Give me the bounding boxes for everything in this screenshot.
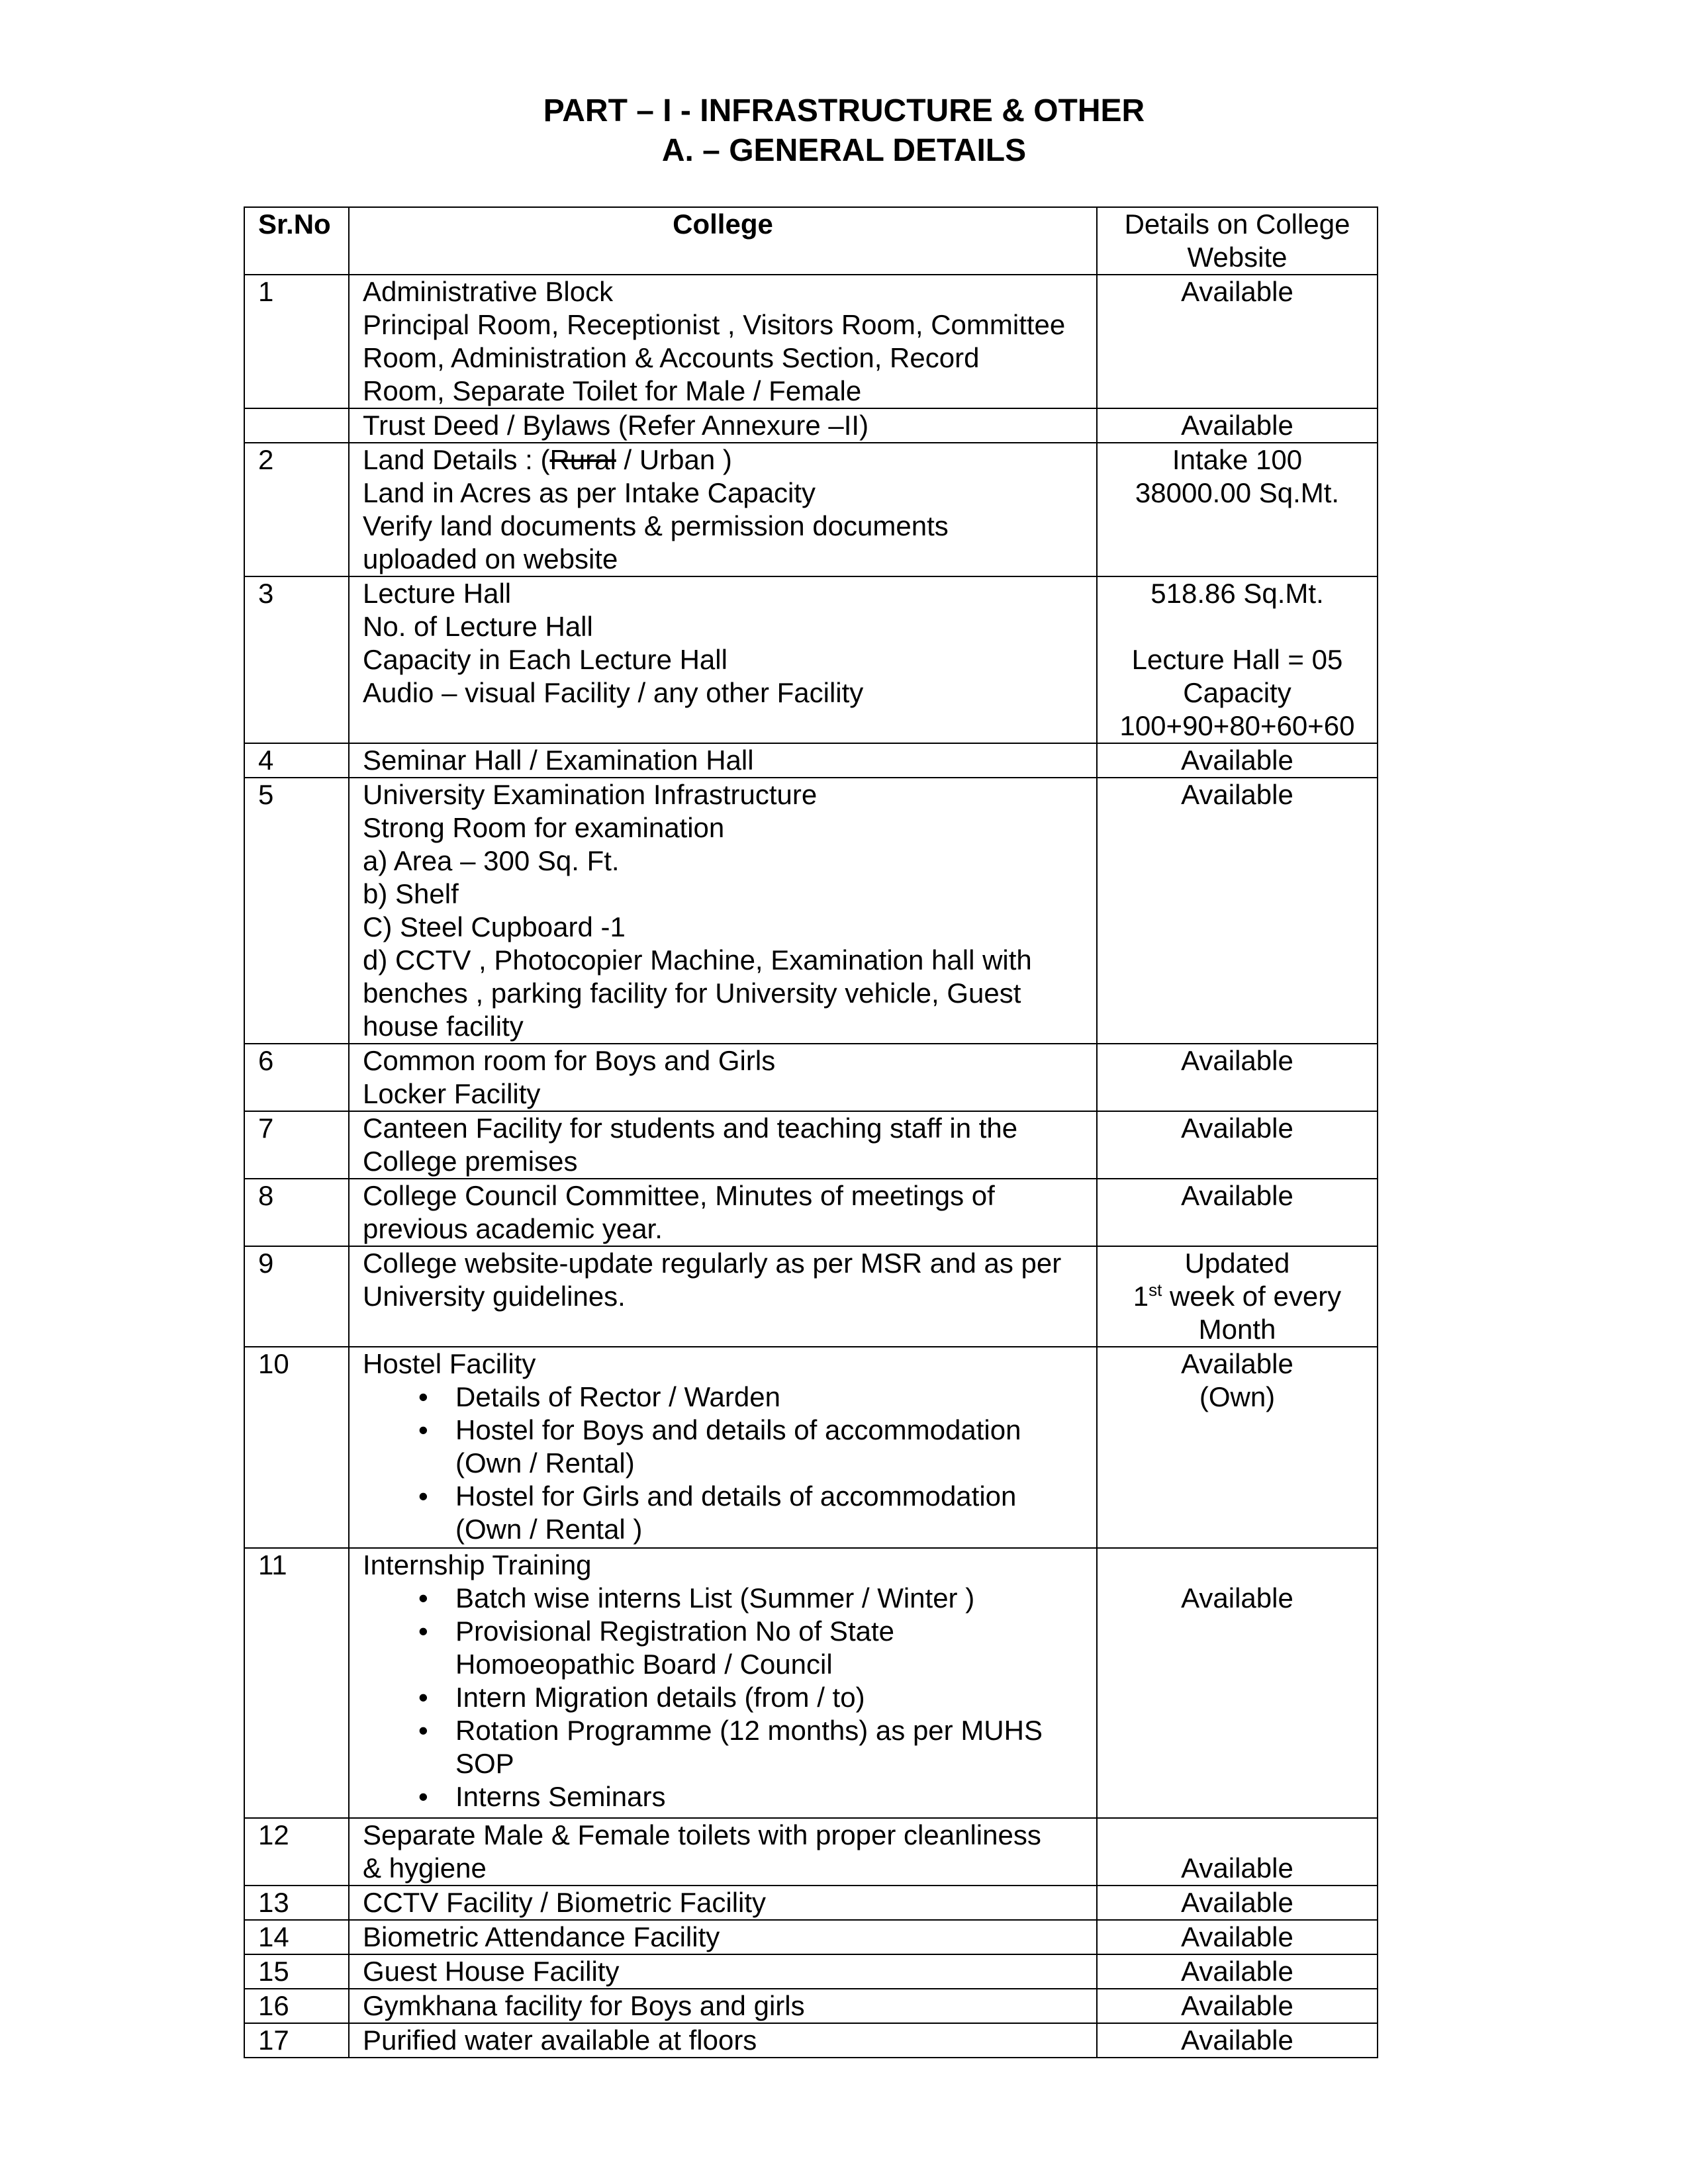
row-detail: Available bbox=[1097, 275, 1378, 408]
row-detail: Available bbox=[1097, 1886, 1378, 1920]
row-detail: Available bbox=[1097, 743, 1378, 778]
document-title: PART – I - INFRASTRUCTURE & OTHER bbox=[543, 93, 1145, 128]
cell-line: Administrative Block bbox=[363, 276, 614, 307]
bullet-line: (Own / Rental) bbox=[455, 1447, 635, 1479]
detail-line: Lecture Hall = 05 bbox=[1131, 644, 1343, 675]
cell-line: Seminar Hall / Examination Hall bbox=[363, 745, 754, 776]
cell-line: Lecture Hall bbox=[363, 578, 512, 609]
row-sr-no: 16 bbox=[244, 1989, 349, 2023]
row-sr-no bbox=[244, 408, 349, 443]
row-college-cell bbox=[349, 778, 1097, 1044]
row-sr-no: 9 bbox=[244, 1246, 349, 1347]
bullet-line: (Own / Rental ) bbox=[455, 1514, 643, 1545]
row-college-cell bbox=[349, 1111, 1097, 1179]
cell-line: Strong Room for examination bbox=[363, 812, 725, 843]
detail-line: Available bbox=[1181, 1582, 1293, 1614]
cell-line: Purified water available at floors bbox=[363, 2025, 757, 2056]
cell-line: Canteen Facility for students and teaching staff in the bbox=[363, 1113, 1018, 1144]
detail-superscript: st bbox=[1149, 1280, 1162, 1300]
list-item bbox=[455, 1381, 1083, 1414]
detail-line: Available bbox=[1181, 1348, 1293, 1379]
table-row bbox=[244, 743, 1378, 778]
bullet-line: • Provisional Registration No of State bbox=[455, 1615, 894, 1647]
row-sr-no: 10 bbox=[244, 1347, 349, 1548]
row-college-cell bbox=[349, 275, 1097, 408]
row-college-cell bbox=[349, 1989, 1097, 2023]
row-sr-no: 3 bbox=[244, 576, 349, 743]
bullet-line: • Hostel for Boys and details of accommodation bbox=[455, 1414, 1021, 1445]
row-detail bbox=[1097, 1246, 1378, 1347]
cell-line: & hygiene bbox=[363, 1852, 487, 1884]
table-row bbox=[244, 408, 1378, 443]
detail-line: 518.86 Sq.Mt. bbox=[1150, 578, 1324, 609]
detail-line: (Own) bbox=[1199, 1381, 1276, 1412]
cell-line: a) Area – 300 Sq. Ft. bbox=[363, 845, 620, 876]
cell-heading: Internship Training bbox=[363, 1549, 592, 1580]
detail-line: Capacity bbox=[1183, 677, 1291, 708]
cell-line: Room, Separate Toilet for Male / Female bbox=[363, 375, 862, 406]
cell-line: Room, Administration & Accounts Section, Record bbox=[363, 342, 980, 373]
row-detail: Available bbox=[1097, 408, 1378, 443]
cell-line: Principal Room, Receptionist , Visitors Room, Committee bbox=[363, 309, 1066, 340]
row-college-cell bbox=[349, 1954, 1097, 1989]
list-item bbox=[455, 1780, 1083, 1813]
cell-line: College premises bbox=[363, 1146, 578, 1177]
cell-line: University guidelines. bbox=[363, 1281, 626, 1312]
list-item bbox=[455, 1681, 1083, 1714]
detail-line: Updated bbox=[1184, 1248, 1290, 1279]
header-details-line: Website bbox=[1187, 242, 1288, 273]
row-college-cell bbox=[349, 2023, 1097, 2058]
table-row bbox=[244, 1920, 1378, 1954]
document-subtitle: A. – GENERAL DETAILS bbox=[661, 133, 1027, 168]
cell-line: Common room for Boys and Girls bbox=[363, 1045, 776, 1076]
row-detail: Available bbox=[1097, 1954, 1378, 1989]
row-college-cell bbox=[349, 576, 1097, 743]
spacer bbox=[1111, 1549, 1364, 1582]
row-college-cell bbox=[349, 1920, 1097, 1954]
table-row bbox=[244, 1246, 1378, 1347]
row-sr-no: 11 bbox=[244, 1548, 349, 1818]
cell-line: uploaded on website bbox=[363, 543, 618, 574]
table-row bbox=[244, 1347, 1378, 1548]
row-detail: Available bbox=[1097, 1818, 1378, 1886]
row-detail: Available bbox=[1097, 778, 1378, 1044]
detail-line: Intake 100 bbox=[1172, 444, 1303, 475]
row-detail: Available bbox=[1097, 2023, 1378, 2058]
row-sr-no: 15 bbox=[244, 1954, 349, 1989]
cell-line: benches , parking facility for University vehicle, Guest bbox=[363, 978, 1021, 1009]
header-details bbox=[1097, 207, 1378, 275]
cell-line: Biometric Attendance Facility bbox=[363, 1921, 720, 1952]
row-sr-no: 8 bbox=[244, 1179, 349, 1246]
row-college-cell bbox=[349, 1246, 1097, 1347]
detail-line: 100+90+80+60+60 bbox=[1119, 710, 1355, 741]
row-college-cell bbox=[349, 443, 1097, 576]
cell-line: Trust Deed / Bylaws (Refer Annexure –II) bbox=[363, 410, 869, 441]
row-detail: Available bbox=[1097, 1179, 1378, 1246]
row-sr-no: 14 bbox=[244, 1920, 349, 1954]
detail-num: 1 bbox=[1133, 1281, 1149, 1312]
bullet-line: • Hostel for Girls and details of accommodation bbox=[455, 1480, 1017, 1512]
cell-line: previous academic year. bbox=[363, 1213, 663, 1244]
table-row bbox=[244, 1954, 1378, 1989]
row-detail: Available bbox=[1097, 1920, 1378, 1954]
header-details-line: Details on College bbox=[1124, 208, 1350, 240]
cell-heading: Hostel Facility bbox=[363, 1348, 536, 1379]
row-sr-no: 2 bbox=[244, 443, 349, 576]
bullet-line: • Intern Migration details (from / to) bbox=[455, 1682, 865, 1713]
table-row bbox=[244, 576, 1378, 743]
cell-line: College website-update regularly as per MSR and as per bbox=[363, 1248, 1062, 1279]
row-college-cell bbox=[349, 1886, 1097, 1920]
bullet-line: • Rotation Programme (12 months) as per MUHS bbox=[455, 1715, 1043, 1746]
row-college-cell bbox=[349, 1548, 1097, 1818]
row-sr-no: 6 bbox=[244, 1044, 349, 1111]
cell-line: Land in Acres as per Intake Capacity bbox=[363, 477, 816, 508]
table-row bbox=[244, 1044, 1378, 1111]
bullet-line: Homoeopathic Board / Council bbox=[455, 1649, 833, 1680]
bullet-list bbox=[363, 1381, 1083, 1546]
detail-rest: week of every bbox=[1162, 1281, 1342, 1312]
bullet-list bbox=[363, 1582, 1083, 1813]
spacer bbox=[1111, 610, 1364, 643]
cell-line: Audio – visual Facility / any other Facility bbox=[363, 677, 864, 708]
table-row bbox=[244, 1886, 1378, 1920]
cell-line: house facility bbox=[363, 1011, 524, 1042]
row-college-cell bbox=[349, 743, 1097, 778]
struck-rural-text: Rural bbox=[549, 444, 616, 475]
cell-line: b) Shelf bbox=[363, 878, 459, 909]
row-detail: Available bbox=[1097, 1989, 1378, 2023]
detail-line: 38000.00 Sq.Mt. bbox=[1135, 477, 1340, 508]
general-details-table bbox=[244, 206, 1378, 2058]
cell-line: Separate Male & Female toilets with proper cleanliness bbox=[363, 1819, 1041, 1850]
row-college-cell bbox=[349, 1818, 1097, 1886]
land-prefix: Land Details : ( bbox=[363, 444, 550, 475]
cell-line: C) Steel Cupboard -1 bbox=[363, 911, 626, 942]
land-suffix: / Urban ) bbox=[616, 444, 732, 475]
row-sr-no: 1 bbox=[244, 275, 349, 408]
row-college-cell bbox=[349, 1347, 1097, 1548]
list-item bbox=[455, 1414, 1083, 1480]
row-detail bbox=[1097, 576, 1378, 743]
header-sr-no: Sr.No bbox=[244, 207, 349, 275]
row-detail: Available bbox=[1097, 1044, 1378, 1111]
list-item bbox=[455, 1582, 1083, 1615]
cell-line: Verify land documents & permission documents bbox=[363, 510, 949, 541]
row-sr-no: 12 bbox=[244, 1818, 349, 1886]
row-detail bbox=[1097, 1347, 1378, 1548]
table-row bbox=[244, 2023, 1378, 2058]
cell-line: Locker Facility bbox=[363, 1078, 541, 1109]
cell-line: College Council Committee, Minutes of meetings of bbox=[363, 1180, 995, 1211]
table-row bbox=[244, 1548, 1378, 1818]
cell-line: Capacity in Each Lecture Hall bbox=[363, 644, 727, 675]
row-detail: Available bbox=[1097, 1111, 1378, 1179]
list-item bbox=[455, 1480, 1083, 1546]
cell-line: No. of Lecture Hall bbox=[363, 611, 593, 642]
bullet-line: • Interns Seminars bbox=[455, 1781, 666, 1812]
row-sr-no: 17 bbox=[244, 2023, 349, 2058]
header-college: College bbox=[349, 207, 1097, 275]
row-detail bbox=[1097, 1548, 1378, 1818]
row-sr-no: 5 bbox=[244, 778, 349, 1044]
table-header-row bbox=[244, 207, 1378, 275]
cell-line: University Examination Infrastructure bbox=[363, 779, 818, 810]
bullet-line: • Details of Rector / Warden bbox=[455, 1381, 780, 1412]
table-row bbox=[244, 1989, 1378, 2023]
cell-line: d) CCTV , Photocopier Machine, Examination hall with bbox=[363, 944, 1032, 976]
row-sr-no: 13 bbox=[244, 1886, 349, 1920]
bullet-line: SOP bbox=[455, 1748, 514, 1779]
table-row bbox=[244, 275, 1378, 408]
row-college-cell bbox=[349, 408, 1097, 443]
cell-line: Guest House Facility bbox=[363, 1956, 620, 1987]
table-row bbox=[244, 778, 1378, 1044]
cell-line: CCTV Facility / Biometric Facility bbox=[363, 1887, 767, 1918]
row-college-cell bbox=[349, 1179, 1097, 1246]
row-sr-no: 4 bbox=[244, 743, 349, 778]
table-row bbox=[244, 1111, 1378, 1179]
detail-line: Month bbox=[1198, 1314, 1276, 1345]
detail-line bbox=[1111, 1280, 1364, 1313]
table-row bbox=[244, 1179, 1378, 1246]
land-details-line bbox=[363, 443, 1083, 477]
list-item bbox=[455, 1714, 1083, 1780]
table-row bbox=[244, 1818, 1378, 1886]
bullet-line: • Batch wise interns List (Summer / Winter ) bbox=[455, 1582, 975, 1614]
list-item bbox=[455, 1615, 1083, 1681]
cell-line: Gymkhana facility for Boys and girls bbox=[363, 1990, 805, 2021]
table-row bbox=[244, 443, 1378, 576]
row-sr-no: 7 bbox=[244, 1111, 349, 1179]
row-college-cell bbox=[349, 1044, 1097, 1111]
row-detail bbox=[1097, 443, 1378, 576]
